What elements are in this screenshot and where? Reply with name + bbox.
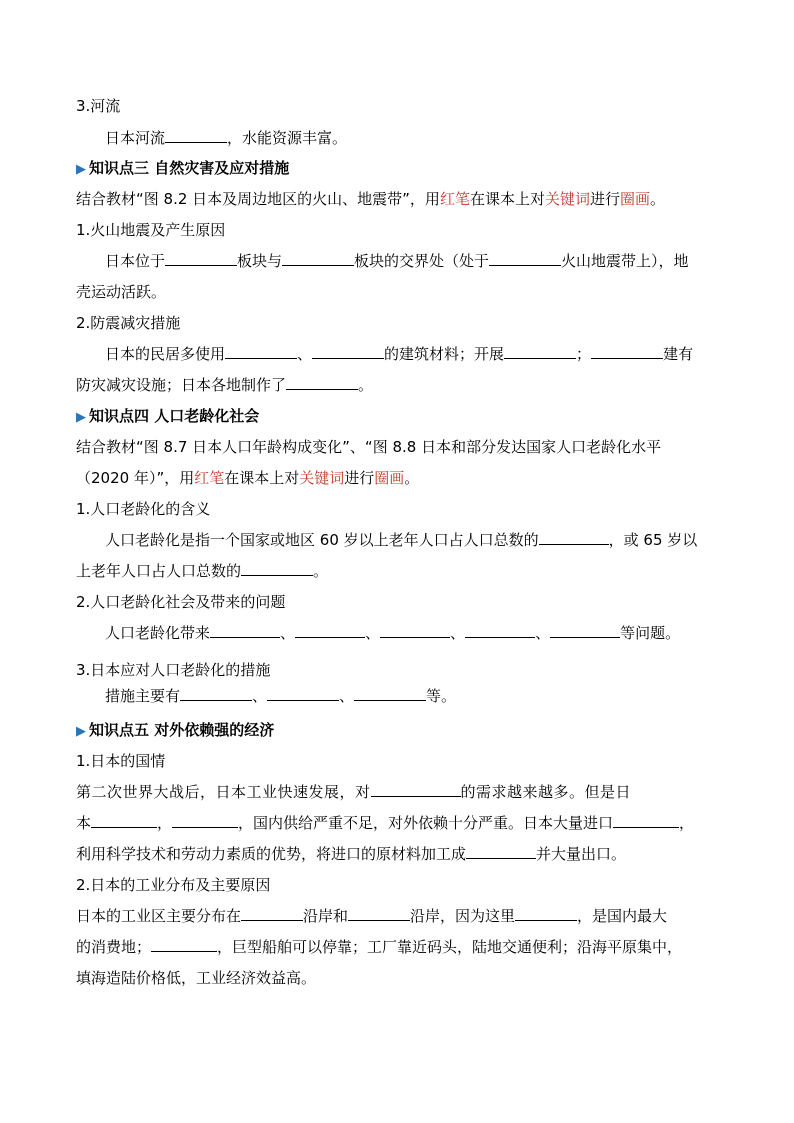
fill-blank[interactable] [354, 686, 426, 701]
econ-paragraph-cont2: 利用科学技术和劳动力素质的优势，将进口的原材料加工成 并大量出口。 [76, 845, 627, 863]
fill-blank[interactable] [613, 813, 679, 828]
fill-blank[interactable] [210, 623, 280, 638]
fill-blank[interactable] [286, 375, 358, 390]
fill-blank[interactable] [267, 686, 339, 701]
kp4-heading: ▶ 知识点四 人口老龄化社会 [76, 407, 260, 425]
kp3-intro: 结合教材“图 8.2 日本及周边地区的火山、地震带”，用红笔在课本上对关键词进行圈画。 [76, 190, 666, 208]
industry-paragraph-cont1: 的消费地； ，巨型船舶可以停靠；工厂靠近码头，陆地交通便利；沿海平原集中， [76, 938, 683, 956]
fill-blank[interactable] [380, 623, 450, 638]
fill-blank[interactable] [489, 251, 561, 266]
fill-blank[interactable] [371, 782, 461, 797]
aging-paragraph: 人口老龄化是指一个国家或地区 60 岁以上老年人口占人口总数的 ，或 65 岁以 [105, 531, 698, 549]
fill-blank[interactable] [151, 937, 217, 952]
volcano-title: 1.火山地震及产生原因 [76, 221, 226, 239]
triangle-right-icon: ▶ [76, 162, 86, 177]
fill-blank[interactable] [225, 344, 297, 359]
econ-title: 1.日本的国情 [76, 752, 166, 770]
fill-blank[interactable] [466, 844, 536, 859]
fill-blank[interactable] [591, 344, 663, 359]
fill-blank[interactable] [241, 561, 313, 576]
aging-title: 1.人口老龄化的含义 [76, 500, 211, 518]
kp3-heading: ▶ 知识点三 自然灾害及应对措施 [76, 159, 290, 177]
industry-title: 2.日本的工业分布及主要原因 [76, 876, 271, 894]
quake-paragraph-cont: 防灾减灾设施；日本各地制作了 。 [76, 376, 374, 394]
econ-paragraph: 第二次世界大战后，日本工业快速发展，对 的需求越来越多。但是日 [76, 783, 632, 801]
quake-title: 2.防震减灾措施 [76, 314, 181, 332]
fill-blank[interactable] [180, 686, 252, 701]
kp4-intro-cont: （2020 年）”，用红笔在课本上对关键词进行圈画。 [76, 469, 420, 487]
measure-title: 3.日本应对人口老龄化的措施 [76, 661, 271, 679]
measure-paragraph: 措施主要有 、 、 等。 [105, 687, 457, 705]
fill-blank[interactable] [539, 530, 609, 545]
problem-paragraph: 人口老龄化带来 、 、 、 、 等问题。 [105, 624, 681, 642]
industry-paragraph: 日本的工业区主要分布在 沿岸和 沿岸，因为这里 ，是国内最大 [76, 907, 668, 925]
triangle-right-icon: ▶ [76, 724, 86, 739]
fill-blank[interactable] [241, 906, 303, 921]
fill-blank[interactable] [295, 623, 365, 638]
fill-blank[interactable] [165, 251, 237, 266]
aging-paragraph-cont: 上老年人口占人口总数的 。 [76, 562, 329, 580]
fill-blank[interactable] [348, 906, 410, 921]
quake-paragraph: 日本的民居多使用 、 的建筑材料；开展 ； 建有 [105, 345, 694, 363]
kp4-intro: 结合教材“图 8.7 日本人口年龄构成变化”、“图 8.8 日本和部分发达国家人口老龄化水平 [76, 438, 662, 456]
econ-paragraph-cont1: 本 ， ，国内供给严重不足，对外依赖十分严重。日本大量进口 ， [76, 814, 695, 832]
fill-blank[interactable] [550, 623, 620, 638]
kp5-heading: ▶ 知识点五 对外依赖强的经济 [76, 721, 275, 739]
rivers-title: 3.河流 [76, 97, 121, 115]
fill-blank[interactable] [504, 344, 576, 359]
rivers-paragraph: 日本河流 ，水能资源丰富。 [105, 129, 348, 147]
problem-title: 2.人口老龄化社会及带来的问题 [76, 593, 286, 611]
fill-blank[interactable] [172, 813, 238, 828]
triangle-right-icon: ▶ [76, 410, 86, 425]
fill-blank[interactable] [282, 251, 354, 266]
industry-paragraph-cont2: 填海造陆价格低，工业经济效益高。 [76, 969, 317, 987]
volcano-paragraph: 日本位于 板块与 板块的交界处（处于 火山地震带上），地 [105, 252, 689, 270]
fill-blank[interactable] [165, 128, 227, 143]
fill-blank[interactable] [465, 623, 535, 638]
fill-blank[interactable] [91, 813, 157, 828]
fill-blank[interactable] [515, 906, 577, 921]
fill-blank[interactable] [312, 344, 384, 359]
volcano-paragraph-cont: 壳运动活跃。 [76, 283, 167, 301]
